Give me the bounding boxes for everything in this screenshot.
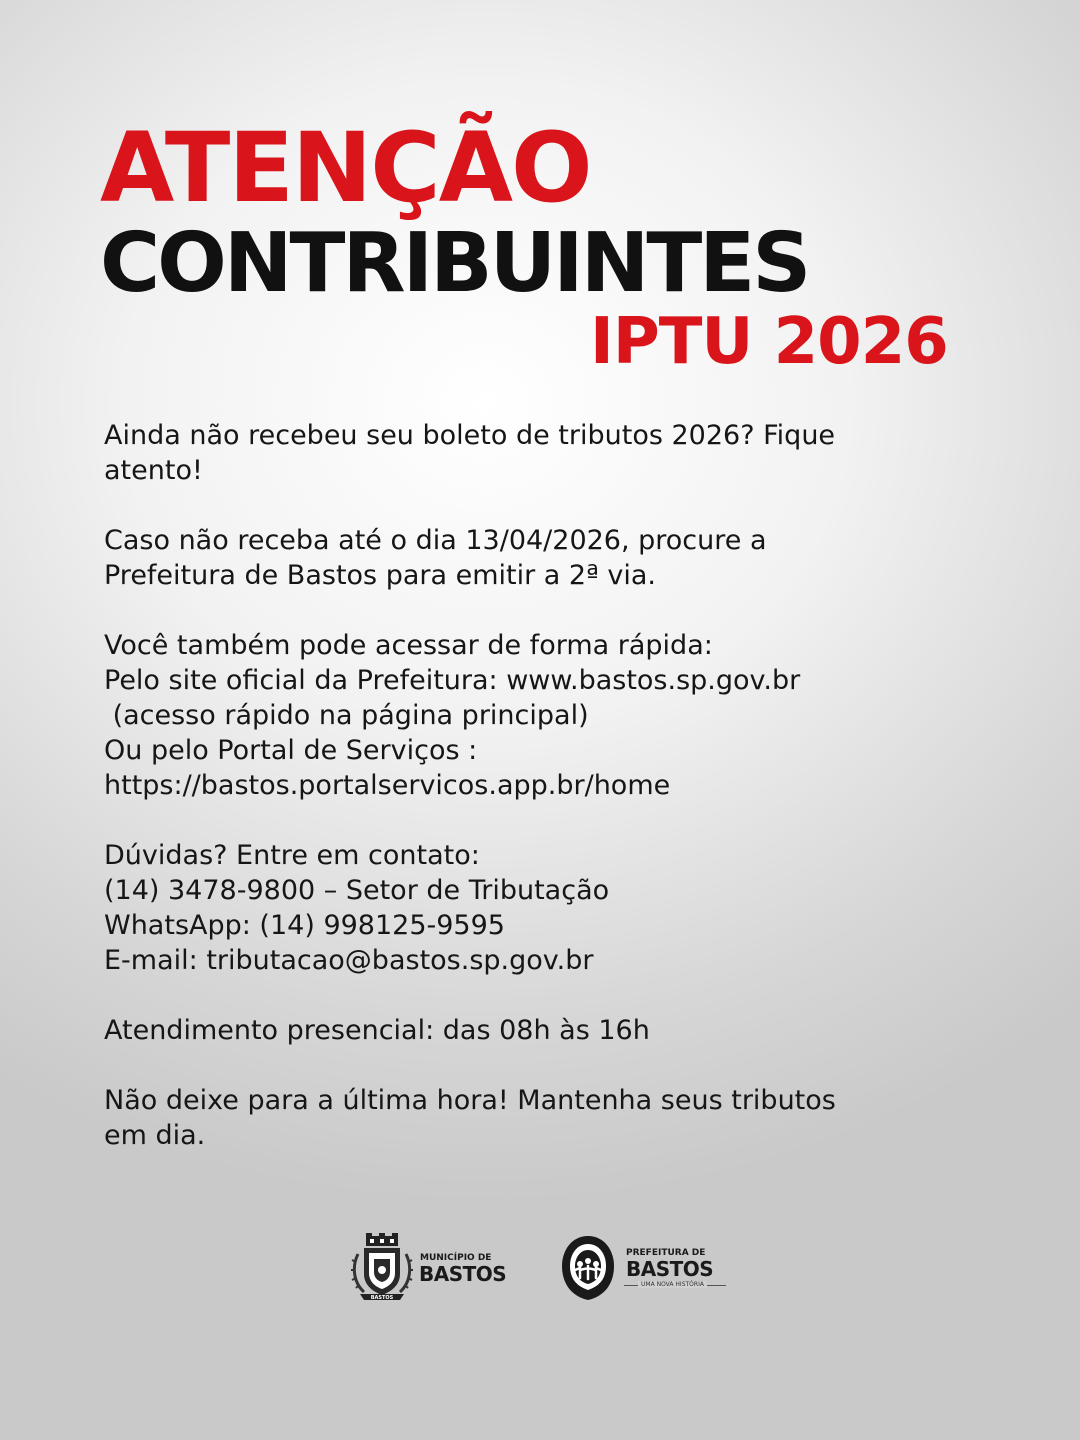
paragraph-online-access — [104, 628, 984, 803]
municipio-small-label: MUNICÍPIO DE — [420, 1253, 492, 1263]
paragraph-hours — [104, 1013, 984, 1048]
seal-ribbon-text: BASTOS — [370, 1295, 394, 1301]
text-line: Ou pelo Portal de Serviços : — [104, 735, 478, 766]
footer-logos — [350, 1232, 740, 1304]
prefeitura-logo — [558, 1232, 748, 1304]
announcement-body — [104, 418, 984, 1153]
portal-url: https://bastos.portalservicos.app.br/home — [104, 770, 671, 801]
phone-line: (14) 3478-9800 – Setor de Tributação — [104, 875, 610, 906]
prefeitura-tagline: UMA NOVA HISTÓRIA — [638, 1281, 707, 1288]
prefeitura-small-label: PREFEITURA DE — [626, 1248, 706, 1258]
headline-taxpayers: CONTRIBUINTES — [100, 216, 809, 311]
paragraph-boleto — [104, 418, 984, 488]
official-site-line: Pelo site oficial da Prefeitura: www.bastos.sp.gov.br — [104, 665, 801, 696]
text-line: Você também pode acessar de forma rápida: — [104, 630, 713, 661]
paragraph-contact — [104, 838, 984, 978]
whatsapp-line: WhatsApp: (14) 998125-9595 — [104, 910, 505, 941]
text-line: Dúvidas? Entre em contato: — [104, 840, 480, 871]
municipal-coat-of-arms-icon — [350, 1232, 414, 1304]
municipio-logo — [350, 1232, 540, 1304]
text-line: Atendimento presencial: das 08h às 16h — [104, 1015, 650, 1046]
text-line: Não deixe para a última hora! Mantenha seus tributos — [104, 1085, 836, 1116]
text-line: atento! — [104, 455, 203, 486]
headline-attention: ATENÇÃO — [100, 112, 591, 224]
text-line: (acesso rápido na página principal) — [104, 700, 589, 731]
paragraph-reminder — [104, 1083, 984, 1153]
headline-iptu-year: IPTU 2026 — [590, 305, 948, 379]
municipio-big-label: BASTOS — [419, 1262, 507, 1286]
text-line: em dia. — [104, 1120, 206, 1151]
prefeitura-emblem-icon — [558, 1232, 618, 1304]
paragraph-deadline — [104, 523, 984, 593]
prefeitura-big-label: BASTOS — [626, 1257, 714, 1281]
email-line: E-mail: tributacao@bastos.sp.gov.br — [104, 945, 594, 976]
text-line: Ainda não recebeu seu boleto de tributos 2026? Fique — [104, 420, 836, 451]
text-line: Caso não receba até o dia 13/04/2026, procure a — [104, 525, 767, 556]
text-line: Prefeitura de Bastos para emitir a 2ª via. — [104, 560, 657, 591]
